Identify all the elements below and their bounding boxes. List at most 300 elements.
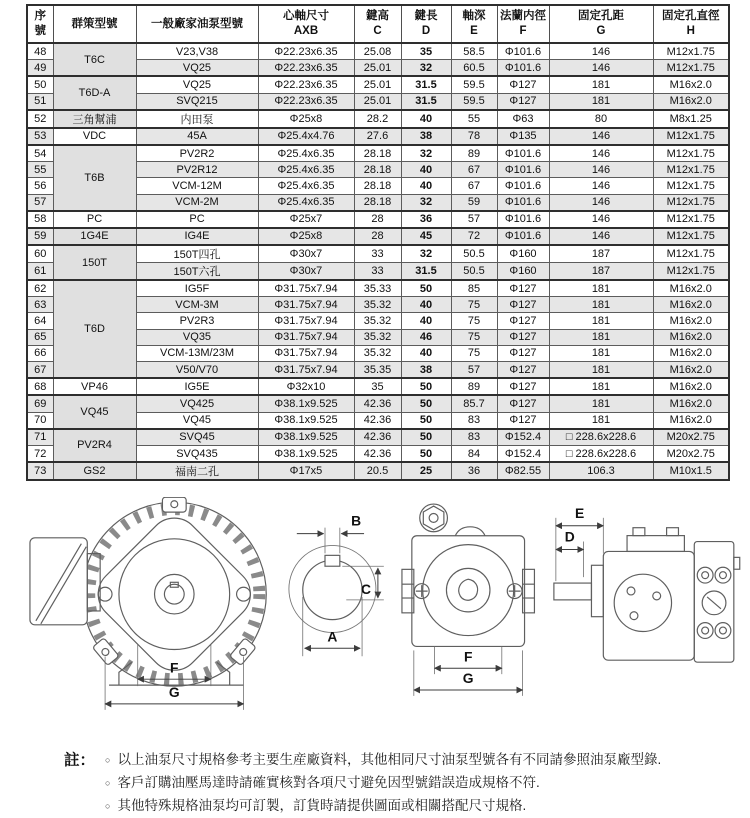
cell-d: 38 <box>401 362 451 379</box>
cell-e: 57 <box>451 362 497 379</box>
column-header-h: 固定孔直徑 H <box>653 5 729 43</box>
cell-axb: Φ22.23x6.35 <box>258 60 354 77</box>
cell-h: M16x2.0 <box>653 412 729 429</box>
cell-no: 50 <box>27 76 53 93</box>
cell-no: 65 <box>27 329 53 345</box>
cell-d: 50 <box>401 378 451 395</box>
cell-c: 27.6 <box>354 128 401 145</box>
cell-d: 31.5 <box>401 76 451 93</box>
cell-axb: Φ38.1x9.525 <box>258 429 354 446</box>
cell-no: 54 <box>27 145 53 162</box>
cell-c: 42.36 <box>354 412 401 429</box>
cell-pump: 福南二孔 <box>136 462 258 480</box>
cell-e: 67 <box>451 178 497 194</box>
notes-list <box>105 749 661 818</box>
cell-g: 146 <box>549 60 653 77</box>
cell-g: □ 228.6x228.6 <box>549 445 653 462</box>
table-row <box>27 462 729 480</box>
cell-no: 49 <box>27 60 53 77</box>
cell-c: 28.18 <box>354 194 401 211</box>
cell-e: 57 <box>451 211 497 228</box>
cell-no: 58 <box>27 211 53 228</box>
note-text: 客戶訂購油壓馬達時請確實核對各項尺寸避免因型號錯誤造成規格不符. <box>117 775 540 791</box>
cell-d: 25 <box>401 462 451 480</box>
cell-d: 46 <box>401 329 451 345</box>
pump-front-view-diagram <box>398 497 538 702</box>
cell-g: 181 <box>549 329 653 345</box>
cell-g: 181 <box>549 412 653 429</box>
table-row <box>27 228 729 245</box>
cell-c: 25.01 <box>354 93 401 110</box>
table-row <box>27 378 729 395</box>
cell-h: M16x2.0 <box>653 76 729 93</box>
cell-h: M12x1.75 <box>653 128 729 145</box>
note-text: 其他特殊規格油泵均可訂製，訂貨時請提供圖面或相關搭配尺寸規格. <box>117 798 527 813</box>
cell-no: 72 <box>27 445 53 462</box>
cell-axb: Φ25.4x6.35 <box>258 194 354 211</box>
column-header-model: 群策型號 <box>53 5 136 43</box>
cell-no: 55 <box>27 162 53 178</box>
cell-e: 55 <box>451 110 497 128</box>
bullet-icon: ○ <box>105 778 111 789</box>
cell-g: 187 <box>549 263 653 281</box>
table-row <box>27 128 729 145</box>
cell-e: 89 <box>451 145 497 162</box>
cell-d: 32 <box>401 145 451 162</box>
dim-label-g: G <box>462 670 474 687</box>
cell-d: 45 <box>401 228 451 245</box>
cell-axb: Φ25.4x4.76 <box>258 128 354 145</box>
cell-pump: SVQ45 <box>136 429 258 446</box>
table-body <box>27 43 729 480</box>
cell-g: 181 <box>549 395 653 412</box>
cell-pump: V23,V38 <box>136 43 258 60</box>
cell-axb: Φ25.4x6.35 <box>258 178 354 194</box>
cell-e: 60.5 <box>451 60 497 77</box>
cell-e: 85 <box>451 280 497 297</box>
cell-d: 36 <box>401 211 451 228</box>
cell-e: 75 <box>451 329 497 345</box>
cell-f: Φ127 <box>497 93 549 110</box>
cell-no: 57 <box>27 194 53 211</box>
cell-c: 35 <box>354 378 401 395</box>
cell-h: M20x2.75 <box>653 429 729 446</box>
cell-pump: VQ25 <box>136 60 258 77</box>
cell-axb: Φ25x7 <box>258 211 354 228</box>
cell-h: M16x2.0 <box>653 345 729 361</box>
cell-pump: V50/V70 <box>136 362 258 379</box>
cell-g: 146 <box>549 128 653 145</box>
column-header-axb: 心軸尺寸 AXB <box>258 5 354 43</box>
note-text: 以上油泵尺寸規格參考主要生産廠資料，其他相同尺寸油泵型號各有不同請參照油泵廠型錄. <box>117 752 662 768</box>
cell-d: 40 <box>401 178 451 194</box>
cell-axb: Φ22.23x6.35 <box>258 76 354 93</box>
cell-f: Φ101.6 <box>497 178 549 194</box>
cell-pump: VQ45 <box>136 412 258 429</box>
cell-c: 35.32 <box>354 313 401 329</box>
cell-group: T6B <box>53 145 136 211</box>
cell-g: 181 <box>549 93 653 110</box>
cell-c: 20.5 <box>354 462 401 480</box>
notes-label: 註： <box>64 752 96 770</box>
cell-f: Φ127 <box>497 76 549 93</box>
cell-g: 106.3 <box>549 462 653 480</box>
cell-e: 59.5 <box>451 93 497 110</box>
cell-no: 61 <box>27 263 53 281</box>
column-header-f: 法蘭内徑 F <box>497 5 549 43</box>
cell-h: M12x1.75 <box>653 211 729 228</box>
cell-h: M12x1.75 <box>653 145 729 162</box>
cell-h: M12x1.75 <box>653 228 729 245</box>
column-header-c: 鍵高 C <box>354 5 401 43</box>
cell-pump: VQ425 <box>136 395 258 412</box>
cell-no: 64 <box>27 313 53 329</box>
shaft-keyway-section-diagram <box>281 497 392 675</box>
cell-d: 31.5 <box>401 93 451 110</box>
cell-h: M12x1.75 <box>653 60 729 77</box>
cell-c: 28 <box>354 228 401 245</box>
cell-no: 67 <box>27 362 53 379</box>
cell-g: 181 <box>549 76 653 93</box>
cell-e: 84 <box>451 445 497 462</box>
cell-c: 42.36 <box>354 395 401 412</box>
spec-table <box>26 4 730 481</box>
cell-f: Φ101.6 <box>497 211 549 228</box>
cell-e: 89 <box>451 378 497 395</box>
cell-f: Φ127 <box>497 412 549 429</box>
cell-h: M12x1.75 <box>653 194 729 211</box>
cell-c: 33 <box>354 245 401 263</box>
cell-group: T6D-A <box>53 76 136 109</box>
cell-g: 181 <box>549 345 653 361</box>
cell-h: M20x2.75 <box>653 445 729 462</box>
cell-f: Φ127 <box>497 297 549 313</box>
cell-pump: 150T六孔 <box>136 263 258 281</box>
cell-pump: SVQ435 <box>136 445 258 462</box>
cell-h: M16x2.0 <box>653 313 729 329</box>
cell-h: M12x1.75 <box>653 245 729 263</box>
cell-d: 40 <box>401 110 451 128</box>
cell-d: 40 <box>401 345 451 361</box>
cell-d: 31.5 <box>401 263 451 281</box>
cell-f: Φ82.55 <box>497 462 549 480</box>
cell-c: 25.01 <box>354 76 401 93</box>
cell-axb: Φ38.1x9.525 <box>258 412 354 429</box>
cell-h: M12x1.75 <box>653 162 729 178</box>
note-item <box>105 749 661 772</box>
table-row <box>27 76 729 93</box>
cell-pump: PV2R2 <box>136 145 258 162</box>
cell-g: 181 <box>549 280 653 297</box>
cell-e: 67 <box>451 162 497 178</box>
cell-no: 53 <box>27 128 53 145</box>
cell-group: VDC <box>53 128 136 145</box>
cell-no: 56 <box>27 178 53 194</box>
cell-e: 85.7 <box>451 395 497 412</box>
cell-pump: PV2R12 <box>136 162 258 178</box>
cell-d: 50 <box>401 280 451 297</box>
cell-h: M10x1.5 <box>653 462 729 480</box>
cell-f: Φ101.6 <box>497 162 549 178</box>
table-row <box>27 43 729 60</box>
cell-no: 62 <box>27 280 53 297</box>
cell-g: 181 <box>549 297 653 313</box>
cell-g: □ 228.6x228.6 <box>549 429 653 446</box>
table-row <box>27 245 729 263</box>
cell-h: M16x2.0 <box>653 329 729 345</box>
cell-e: 50.5 <box>451 245 497 263</box>
cell-g: 181 <box>549 362 653 379</box>
cell-g: 146 <box>549 228 653 245</box>
cell-pump: VCM-12M <box>136 178 258 194</box>
table-row <box>27 429 729 446</box>
cell-e: 59 <box>451 194 497 211</box>
note-item <box>105 772 661 795</box>
cell-f: Φ127 <box>497 395 549 412</box>
cell-g: 181 <box>549 313 653 329</box>
cell-e: 78 <box>451 128 497 145</box>
cell-f: Φ127 <box>497 313 549 329</box>
cell-f: Φ127 <box>497 362 549 379</box>
cell-no: 66 <box>27 345 53 361</box>
cell-group: GS2 <box>53 462 136 480</box>
cell-h: M16x2.0 <box>653 297 729 313</box>
cell-c: 35.32 <box>354 329 401 345</box>
cell-f: Φ127 <box>497 345 549 361</box>
cell-f: Φ101.6 <box>497 43 549 60</box>
cell-c: 42.36 <box>354 429 401 446</box>
cell-group: 1G4E <box>53 228 136 245</box>
cell-axb: Φ31.75x7.94 <box>258 329 354 345</box>
cell-e: 72 <box>451 228 497 245</box>
cell-h: M16x2.0 <box>653 280 729 297</box>
cell-c: 35.35 <box>354 362 401 379</box>
diagrams-row <box>26 497 742 719</box>
table-row <box>27 211 729 228</box>
cell-g: 146 <box>549 162 653 178</box>
column-header-no: 序 號 <box>27 5 53 43</box>
cell-c: 25.01 <box>354 60 401 77</box>
cell-c: 35.32 <box>354 345 401 361</box>
cell-pump: IG5F <box>136 280 258 297</box>
cell-c: 42.36 <box>354 445 401 462</box>
dim-label-d: D <box>564 528 575 545</box>
bullet-icon: ○ <box>105 801 111 811</box>
cell-c: 25.08 <box>354 43 401 60</box>
cell-f: Φ160 <box>497 263 549 281</box>
cell-g: 80 <box>549 110 653 128</box>
column-header-pump: 一般廠家油泵型號 <box>136 5 258 43</box>
cell-group: VP46 <box>53 378 136 395</box>
cell-d: 40 <box>401 297 451 313</box>
cell-f: Φ135 <box>497 128 549 145</box>
cell-h: M12x1.75 <box>653 178 729 194</box>
cell-group: PV2R4 <box>53 429 136 462</box>
cell-axb: Φ25x8 <box>258 110 354 128</box>
cell-group: VQ45 <box>53 395 136 428</box>
cell-no: 71 <box>27 429 53 446</box>
cell-d: 40 <box>401 162 451 178</box>
cell-no: 59 <box>27 228 53 245</box>
cell-d: 32 <box>401 60 451 77</box>
cell-e: 75 <box>451 297 497 313</box>
cell-pump: PV2R3 <box>136 313 258 329</box>
header-row <box>27 5 729 43</box>
cell-group: T6C <box>53 43 136 76</box>
table-row <box>27 280 729 297</box>
column-header-e: 軸深 E <box>451 5 497 43</box>
cell-no: 51 <box>27 93 53 110</box>
cell-no: 70 <box>27 412 53 429</box>
cell-e: 59.5 <box>451 76 497 93</box>
cell-pump: VQ35 <box>136 329 258 345</box>
cell-g: 146 <box>549 43 653 60</box>
cell-c: 28.18 <box>354 145 401 162</box>
cell-g: 146 <box>549 145 653 162</box>
cell-c: 35.32 <box>354 297 401 313</box>
cell-no: 60 <box>27 245 53 263</box>
cell-d: 38 <box>401 128 451 145</box>
cell-d: 50 <box>401 429 451 446</box>
cell-g: 146 <box>549 194 653 211</box>
bullet-icon: ○ <box>105 755 111 766</box>
cell-e: 83 <box>451 412 497 429</box>
cell-no: 69 <box>27 395 53 412</box>
cell-pump: IG5E <box>136 378 258 395</box>
cell-h: M12x1.75 <box>653 263 729 281</box>
cell-axb: Φ25.4x6.35 <box>258 162 354 178</box>
cell-axb: Φ32x10 <box>258 378 354 395</box>
cell-axb: Φ17x5 <box>258 462 354 480</box>
cell-d: 50 <box>401 445 451 462</box>
cell-axb: Φ38.1x9.525 <box>258 445 354 462</box>
cell-axb: Φ30x7 <box>258 263 354 281</box>
cell-f: Φ152.4 <box>497 445 549 462</box>
cell-f: Φ101.6 <box>497 60 549 77</box>
cell-f: Φ160 <box>497 245 549 263</box>
cell-no: 68 <box>27 378 53 395</box>
cell-c: 28.2 <box>354 110 401 128</box>
cell-axb: Φ31.75x7.94 <box>258 345 354 361</box>
cell-f: Φ101.6 <box>497 145 549 162</box>
dim-label-e: E <box>575 504 585 521</box>
cell-axb: Φ30x7 <box>258 245 354 263</box>
cell-f: Φ152.4 <box>497 429 549 446</box>
pump-side-view-diagram <box>544 497 742 682</box>
table-row <box>27 110 729 128</box>
cell-h: M16x2.0 <box>653 362 729 379</box>
table-row <box>27 145 729 162</box>
dim-label-g: G <box>168 684 180 701</box>
mount-tab-top <box>162 497 186 512</box>
cell-f: Φ127 <box>497 280 549 297</box>
cell-f: Φ101.6 <box>497 228 549 245</box>
dim-label-b: B <box>351 512 362 529</box>
note-item <box>105 795 661 818</box>
cell-axb: Φ31.75x7.94 <box>258 362 354 379</box>
cell-pump: VCM-2M <box>136 194 258 211</box>
cell-pump: PC <box>136 211 258 228</box>
cell-h: M16x2.0 <box>653 395 729 412</box>
cell-g: 187 <box>549 245 653 263</box>
cell-e: 75 <box>451 345 497 361</box>
cell-no: 73 <box>27 462 53 480</box>
cell-pump: SVQ215 <box>136 93 258 110</box>
cell-axb: Φ31.75x7.94 <box>258 313 354 329</box>
cell-pump: 150T四孔 <box>136 245 258 263</box>
cell-f: Φ127 <box>497 378 549 395</box>
cell-f: Φ127 <box>497 329 549 345</box>
cell-pump: IG4E <box>136 228 258 245</box>
column-header-g: 固定孔距 G <box>549 5 653 43</box>
cell-group: PC <box>53 211 136 228</box>
cell-axb: Φ25.4x6.35 <box>258 145 354 162</box>
cell-h: M12x1.75 <box>653 43 729 60</box>
cell-d: 35 <box>401 43 451 60</box>
cell-e: 58.5 <box>451 43 497 60</box>
cell-pump: VCM-3M <box>136 297 258 313</box>
cell-no: 63 <box>27 297 53 313</box>
cell-c: 28.18 <box>354 178 401 194</box>
cell-axb: Φ31.75x7.94 <box>258 297 354 313</box>
cell-h: M16x2.0 <box>653 93 729 110</box>
cell-no: 48 <box>27 43 53 60</box>
cell-c: 28.18 <box>354 162 401 178</box>
column-header-d: 鍵長 D <box>401 5 451 43</box>
cell-d: 40 <box>401 313 451 329</box>
cell-d: 50 <box>401 395 451 412</box>
cell-e: 83 <box>451 429 497 446</box>
cell-h: M16x2.0 <box>653 378 729 395</box>
cell-g: 146 <box>549 178 653 194</box>
hex-bolt <box>420 504 448 532</box>
cell-axb: Φ38.1x9.525 <box>258 395 354 412</box>
cell-f: Φ101.6 <box>497 194 549 211</box>
dim-label-f: F <box>170 659 179 676</box>
dim-label-c: C <box>361 581 372 598</box>
cell-c: 35.33 <box>354 280 401 297</box>
cell-e: 50.5 <box>451 263 497 281</box>
cell-e: 36 <box>451 462 497 480</box>
cell-axb: Φ25x8 <box>258 228 354 245</box>
dim-label-a: A <box>327 628 338 645</box>
cell-g: 146 <box>549 211 653 228</box>
cell-group: T6D <box>53 280 136 378</box>
cell-group: 150T <box>53 245 136 280</box>
cell-axb: Φ22.23x6.35 <box>258 93 354 110</box>
table-row <box>27 395 729 412</box>
cell-axb: Φ31.75x7.94 <box>258 280 354 297</box>
cell-pump: 内田泵 <box>136 110 258 128</box>
cell-c: 33 <box>354 263 401 281</box>
cell-pump: 45A <box>136 128 258 145</box>
cell-c: 28 <box>354 211 401 228</box>
cell-f: Φ63 <box>497 110 549 128</box>
cell-group: 三角幫浦 <box>53 110 136 128</box>
motor-front-view-diagram <box>26 497 275 719</box>
dim-label-f: F <box>463 648 473 665</box>
cell-e: 75 <box>451 313 497 329</box>
cell-pump: VCM-13M/23M <box>136 345 258 361</box>
cell-pump: VQ25 <box>136 76 258 93</box>
cell-d: 50 <box>401 412 451 429</box>
cell-no: 52 <box>27 110 53 128</box>
cell-h: M8x1.25 <box>653 110 729 128</box>
cell-axb: Φ22.23x6.35 <box>258 43 354 60</box>
cell-d: 32 <box>401 194 451 211</box>
cell-g: 181 <box>549 378 653 395</box>
notes-section <box>64 749 736 818</box>
